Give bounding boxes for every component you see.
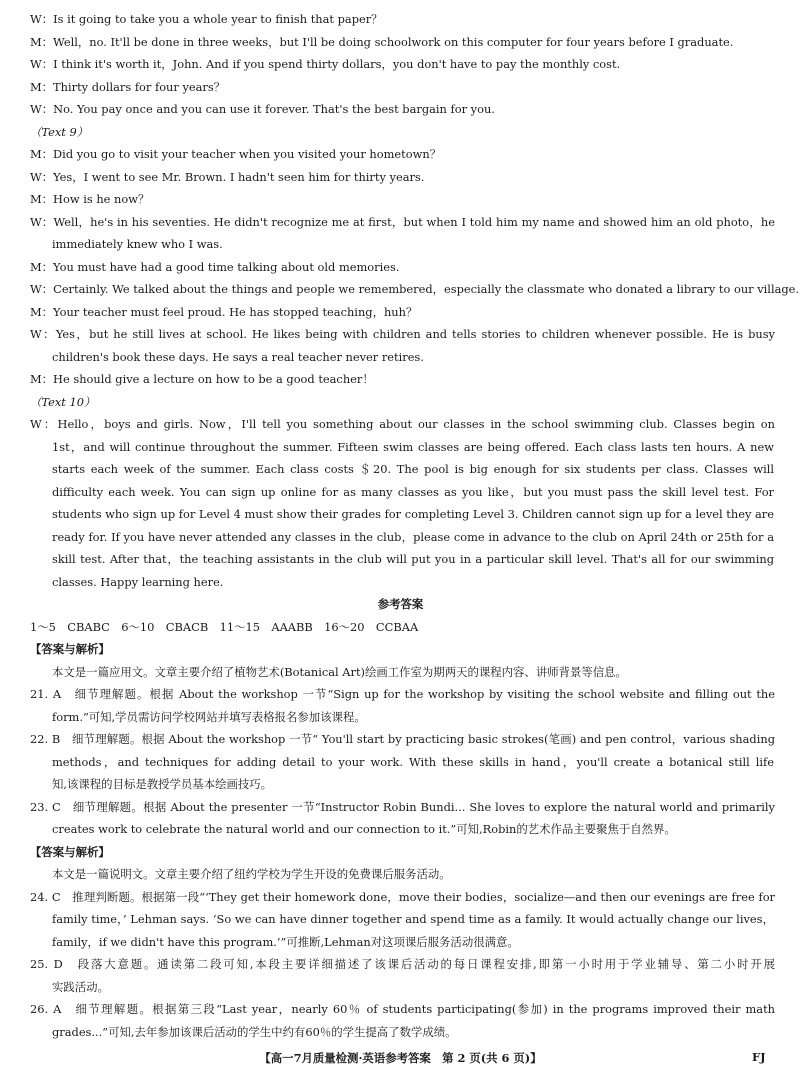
explanation-line: family，if we didn't have this program.’”可推断,Lehman对这项课后服务活动很满意。 bbox=[52, 935, 519, 949]
text-9-label: （Text 9） bbox=[30, 125, 89, 139]
dialogue-line: W：I think it's worth it，John. And if you spend thirty dollars，you don't have to pay the monthly cost. bbox=[30, 57, 621, 71]
explanation-line: 21. A 细节理解题。根据 About the workshop 一节“Sign up for the workshop by visiting the school website and filling out the bbox=[30, 687, 775, 701]
dialogue-line-continued: immediately knew who I was. bbox=[52, 237, 223, 251]
dialogue-line: M：You must have had a good time talking about old memories. bbox=[30, 260, 400, 274]
monologue-line: W：Hello，boys and girls. Now，I'll tell you something about our classes in the school swimming club. Classes begin on bbox=[30, 417, 775, 431]
explanation-line: form.”可知,学员需访问学校网站并填写表格报名参加该课程。 bbox=[52, 710, 366, 724]
explanation-line: methods，and techniques for adding detail to your work. With these skills in hand，you'll create a botanical still life bbox=[52, 755, 774, 769]
dialogue-line: M：Well，no. It'll be done in three weeks，but I'll be doing schoolwork on this computer for four years before I graduate. bbox=[30, 35, 734, 49]
dialogue-line: W：Is it going to take you a whole year to finish that paper？ bbox=[30, 12, 383, 26]
monologue-line: difficulty each week. You can sign up online for as many classes as you like，but you must pass the skill level test. For bbox=[52, 485, 774, 499]
dialogue-line: M：Thirty dollars for four years？ bbox=[30, 80, 226, 94]
explanation-line: creates work to celebrate the natural world and our connection to it.”可知,Robin的艺术作品主要聚焦于自然界。 bbox=[52, 822, 676, 836]
dialogue-line-continued: children's book these days. He says a real teacher never retires. bbox=[52, 350, 424, 364]
explanation-line: family time，’ Lehman says. ‘So we can have dinner together and spend time as a family. It would actually change our lives， bbox=[52, 912, 774, 926]
dialogue-line: W：Yes，but he still lives at school. He likes being with children and tells stories to children whenever possible. He is busy bbox=[30, 327, 775, 341]
dialogue-line: W：Well，he's in his seventies. He didn't recognize me at first，but when I told him my name and showed him an old photo，he bbox=[30, 215, 775, 229]
text-10-label: （Text 10） bbox=[30, 395, 96, 409]
monologue-line: skill test. After that，the teaching assistants in the club will put you in a particular skill level. That's all for our swimming bbox=[52, 552, 774, 566]
monologue-line: ready for. If you have never attended any classes in the club，please come in advance to the club on April 24th or 25th for a bbox=[52, 530, 774, 544]
dialogue-line: W：Yes，I went to see Mr. Brown. I hadn't seen him for thirty years. bbox=[30, 170, 425, 184]
monologue-line: classes. Happy learning here. bbox=[52, 575, 224, 589]
monologue-line: students who sign up for Level 4 must show their grades for completing Level 3. Children cannot sign up for a level they are bbox=[52, 507, 774, 521]
explanation-line: 25. D 段落大意题。通读第二段可知,本段主要详细描述了该课后活动的每日课程安排,即第一小时用于学业辅导、第二小时开展 bbox=[30, 957, 775, 971]
monologue-line: starts each week of the summer. Each class costs ＄20. The pool is big enough for six students per class. Classes will bbox=[52, 462, 774, 476]
region-code: FJ bbox=[752, 1050, 766, 1064]
explanation-line: 23. C 细节理解题。根据 About the presenter 一节“Instructor Robin Bundi... She loves to explore the natural world and primarily bbox=[30, 800, 775, 814]
dialogue-line: M：Your teacher must feel proud. He has stopped teaching，huh？ bbox=[30, 305, 418, 319]
explanation-line: 知,该课程的目标是教授学员基本绘画技巧。 bbox=[52, 777, 273, 791]
explanation-line: 22. B 细节理解题。根据 About the workshop 一节“ You'll start by practicing basic strokes(笔画) and pen control，various shading bbox=[30, 732, 775, 746]
dialogue-line: W：Certainly. We talked about the things and people we remembered，especially the classmate who donated a library to our village. bbox=[30, 282, 800, 296]
passage-intro: 本文是一篇应用文。文章主要介绍了植物艺术(Botanical Art)绘画工作室为期两天的课程内容、讲师背景等信息。 bbox=[52, 665, 627, 679]
explanation-line: grades...”可知,去年参加该课后活动的学生中约有60％的学生提高了数学成绩。 bbox=[52, 1025, 457, 1039]
dialogue-line: M：He should give a lecture on how to be a good teacher！ bbox=[30, 372, 374, 386]
answers-heading: 参考答案 bbox=[377, 597, 424, 611]
explanation-line: 24. C 推理判断题。根据第一段“‘They get their homework done，move their bodies，socialize—and then our evenings are free for bbox=[30, 890, 775, 904]
dialogue-line: M：Did you go to visit your teacher when you visited your hometown？ bbox=[30, 147, 442, 161]
explanation-line: 26. A 细节理解题。根据第三段“Last year，nearly 60％ of students participating(参加) in the programs improved their math bbox=[30, 1002, 775, 1016]
section-label: 【答案与解析】 bbox=[30, 642, 110, 656]
section-label: 【答案与解析】 bbox=[30, 845, 110, 859]
answer-keys: 1～5 CBABC 6～10 CBACB 11～15 AAABB 16～20 CCBAA bbox=[30, 620, 419, 634]
dialogue-line: W：No. You pay once and you can use it forever. That's the best bargain for you. bbox=[30, 102, 495, 116]
explanation-line: 实践活动。 bbox=[52, 980, 109, 994]
page-footer: 【高一7月质量检测·英语参考答案 第 2 页(共 6 页)】 bbox=[259, 1051, 542, 1065]
dialogue-line: M：How is he now？ bbox=[30, 192, 150, 206]
passage-intro: 本文是一篇说明文。文章主要介绍了纽约学校为学生开设的免费课后服务活动。 bbox=[52, 867, 451, 881]
monologue-line: 1st，and will continue throughout the summer. Fifteen swim classes are being offered. Each class lasts ten hours. A new bbox=[52, 440, 774, 454]
